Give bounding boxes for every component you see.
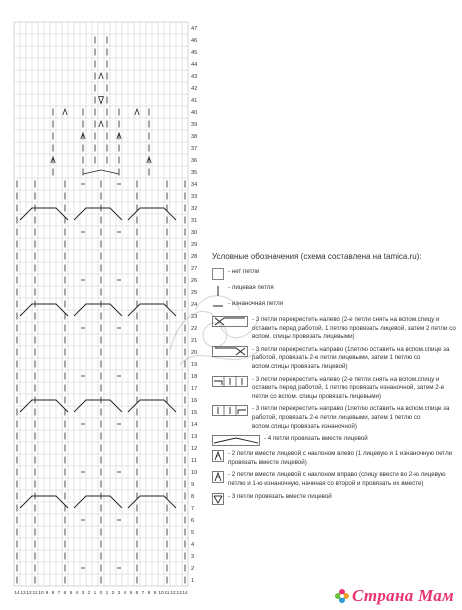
flower-icon: [334, 588, 350, 604]
k2tog-right-icon: [212, 471, 224, 483]
legend-item: [212, 376, 458, 402]
cross-left-3-icon: [212, 316, 248, 327]
legend-item: [212, 300, 458, 312]
row-label: 31: [191, 218, 198, 224]
column-label: 10: [38, 591, 44, 596]
legend-item-text: - 3 петли перекрестить налево (2-е петли снять на вспом.спицу и оставить перед работой, 1 петлю провязать лицевой, затем 2 петли со вспом. спицы провязать лицевыми): [252, 316, 456, 341]
legend-item-text: - изнаночная петля: [228, 300, 284, 307]
row-label: 18: [191, 374, 198, 380]
column-label: 2: [87, 591, 91, 596]
row-label: 32: [191, 206, 198, 212]
legend-item-text: - 3 петли перекрестить налево (2-е петли снять на вспом.спицу и оставить перед работой, 1 петлю провязать изнаночной, затем 2-е петли со вспом. спицы провязать лицевыми): [252, 375, 445, 400]
legend-item: [212, 450, 458, 467]
row-label: 4: [191, 542, 195, 548]
row-label: 24: [191, 302, 198, 308]
column-label: 3: [117, 591, 121, 596]
row-label: 15: [191, 410, 198, 416]
row-label: 44: [191, 62, 198, 68]
legend-items: [212, 268, 458, 505]
cross-right-3-icon: [212, 346, 248, 357]
row-label: 20: [191, 350, 198, 356]
row-label: 35: [191, 170, 198, 176]
legend-item-text: - 3 петли перекрестить направо (1петлю оставить на вспом.спице за работой, провязать 2-е петли лицевыми, затем 1 петлю со вспом.спицы провязать лицевой): [252, 345, 450, 370]
row-label: 29: [191, 242, 198, 248]
legend-item-text: - 3 петли перекрестить направо (1петлю оставить на вспом.спице за работой, провязать 2-е петли лицевыми, затем 1 петлю со вспом.спицы провязать изнаночной): [252, 405, 450, 430]
legend-item-text: - 3 петли провязать вместе лицевой: [228, 492, 332, 500]
column-label: 13: [176, 591, 182, 596]
row-label: 45: [191, 50, 198, 56]
row-label: 46: [191, 38, 198, 44]
row-label: 9: [191, 482, 195, 488]
row-label: 33: [191, 194, 198, 200]
row-label: 34: [191, 182, 198, 188]
row-label: 8: [191, 494, 195, 500]
column-label: 11: [32, 591, 38, 596]
k3tog-icon: [212, 493, 224, 505]
row-label: 17: [191, 386, 198, 392]
column-label: 0: [99, 591, 103, 596]
column-label: 9: [153, 591, 157, 596]
brand-name: Страна Мам: [351, 586, 454, 605]
row-label: 23: [191, 314, 198, 320]
row-label: 43: [191, 74, 198, 80]
row-label: 12: [191, 446, 198, 452]
row-label: 13: [191, 434, 198, 440]
no-stitch-icon: [212, 268, 224, 280]
legend-item-text: - лицевая петля: [228, 284, 274, 291]
column-label: 8: [147, 591, 151, 596]
row-label: 7: [191, 506, 195, 512]
knitting-chart: [0, 0, 210, 610]
legend-item: [212, 316, 458, 342]
row-label: 14: [191, 422, 198, 428]
column-label: 5: [69, 591, 73, 596]
legend-item: [212, 268, 458, 280]
column-label: 2: [111, 591, 115, 596]
row-label: 1: [191, 578, 195, 584]
column-label: 3: [81, 591, 85, 596]
legend-item: [212, 405, 458, 431]
decrease-4-icon: [212, 435, 260, 446]
legend-item: [212, 493, 458, 505]
column-label: 13: [20, 591, 26, 596]
row-label: 40: [191, 110, 198, 116]
column-label: 14: [14, 591, 20, 596]
legend-item-text: - нет петли: [228, 268, 260, 275]
column-label: 14: [182, 591, 188, 596]
legend-item: [212, 435, 458, 446]
row-label: 19: [191, 362, 198, 368]
column-label: 5: [129, 591, 133, 596]
legend-title: Условные обозначения (схема составлена на tamica.ru):: [212, 252, 422, 261]
column-label: 11: [164, 591, 170, 596]
row-label: 28: [191, 254, 198, 260]
row-label: 26: [191, 278, 198, 284]
cross-left-3-purl-icon: [212, 376, 248, 387]
row-label: 3: [191, 554, 195, 560]
column-label: 6: [63, 591, 67, 596]
row-label: 42: [191, 86, 198, 92]
column-label: 7: [57, 591, 61, 596]
row-label: 11: [191, 458, 197, 464]
k2tog-left-icon: [212, 450, 224, 462]
legend: [212, 252, 458, 509]
legend-item-text: - 4 петли провязать вместе лицевой: [264, 435, 368, 443]
legend-item: [212, 471, 458, 488]
purl-stitch-icon: [212, 300, 224, 312]
row-label: 21: [191, 338, 198, 344]
column-label: 12: [170, 591, 176, 596]
legend-item-text: - 2 петли вместе лицевой с наклоном влево (1 лицевую и 1 изнаночную петли провязать вместе лицевой): [228, 450, 453, 466]
row-label: 2: [191, 566, 195, 572]
row-label: 30: [191, 230, 198, 236]
column-label: 6: [135, 591, 139, 596]
column-label: 4: [75, 591, 79, 596]
column-label: 1: [93, 591, 97, 596]
column-label: 8: [51, 591, 55, 596]
row-label: 22: [191, 326, 198, 332]
row-label: 38: [191, 134, 198, 140]
row-label: 27: [191, 266, 198, 272]
row-label: 41: [191, 98, 198, 104]
legend-item-text: - 2 петли вместе лицевой с наклоном вправо (спицу ввести во 2-ю лицевую петлю и 1-ю изнаночную, начиная со второй и провязать их вместе): [228, 471, 446, 487]
row-label: 37: [191, 146, 198, 152]
brand-logo[interactable]: [334, 586, 454, 606]
column-label: 12: [26, 591, 32, 596]
column-label: 10: [158, 591, 164, 596]
column-label: 1: [105, 591, 109, 596]
row-label: 39: [191, 122, 198, 128]
row-label: 25: [191, 290, 198, 296]
row-label: 10: [191, 470, 198, 476]
row-label: 5: [191, 530, 195, 536]
row-label: 47: [191, 26, 198, 32]
cross-right-3-purl-icon: [212, 405, 248, 416]
knit-stitch-icon: [212, 284, 224, 296]
row-label: 6: [191, 518, 195, 524]
column-label: 4: [123, 591, 127, 596]
column-label: 7: [141, 591, 145, 596]
row-label: 16: [191, 398, 198, 404]
legend-item: [212, 284, 458, 296]
column-label: 9: [45, 591, 49, 596]
row-label: 36: [191, 158, 198, 164]
legend-item: [212, 346, 458, 372]
